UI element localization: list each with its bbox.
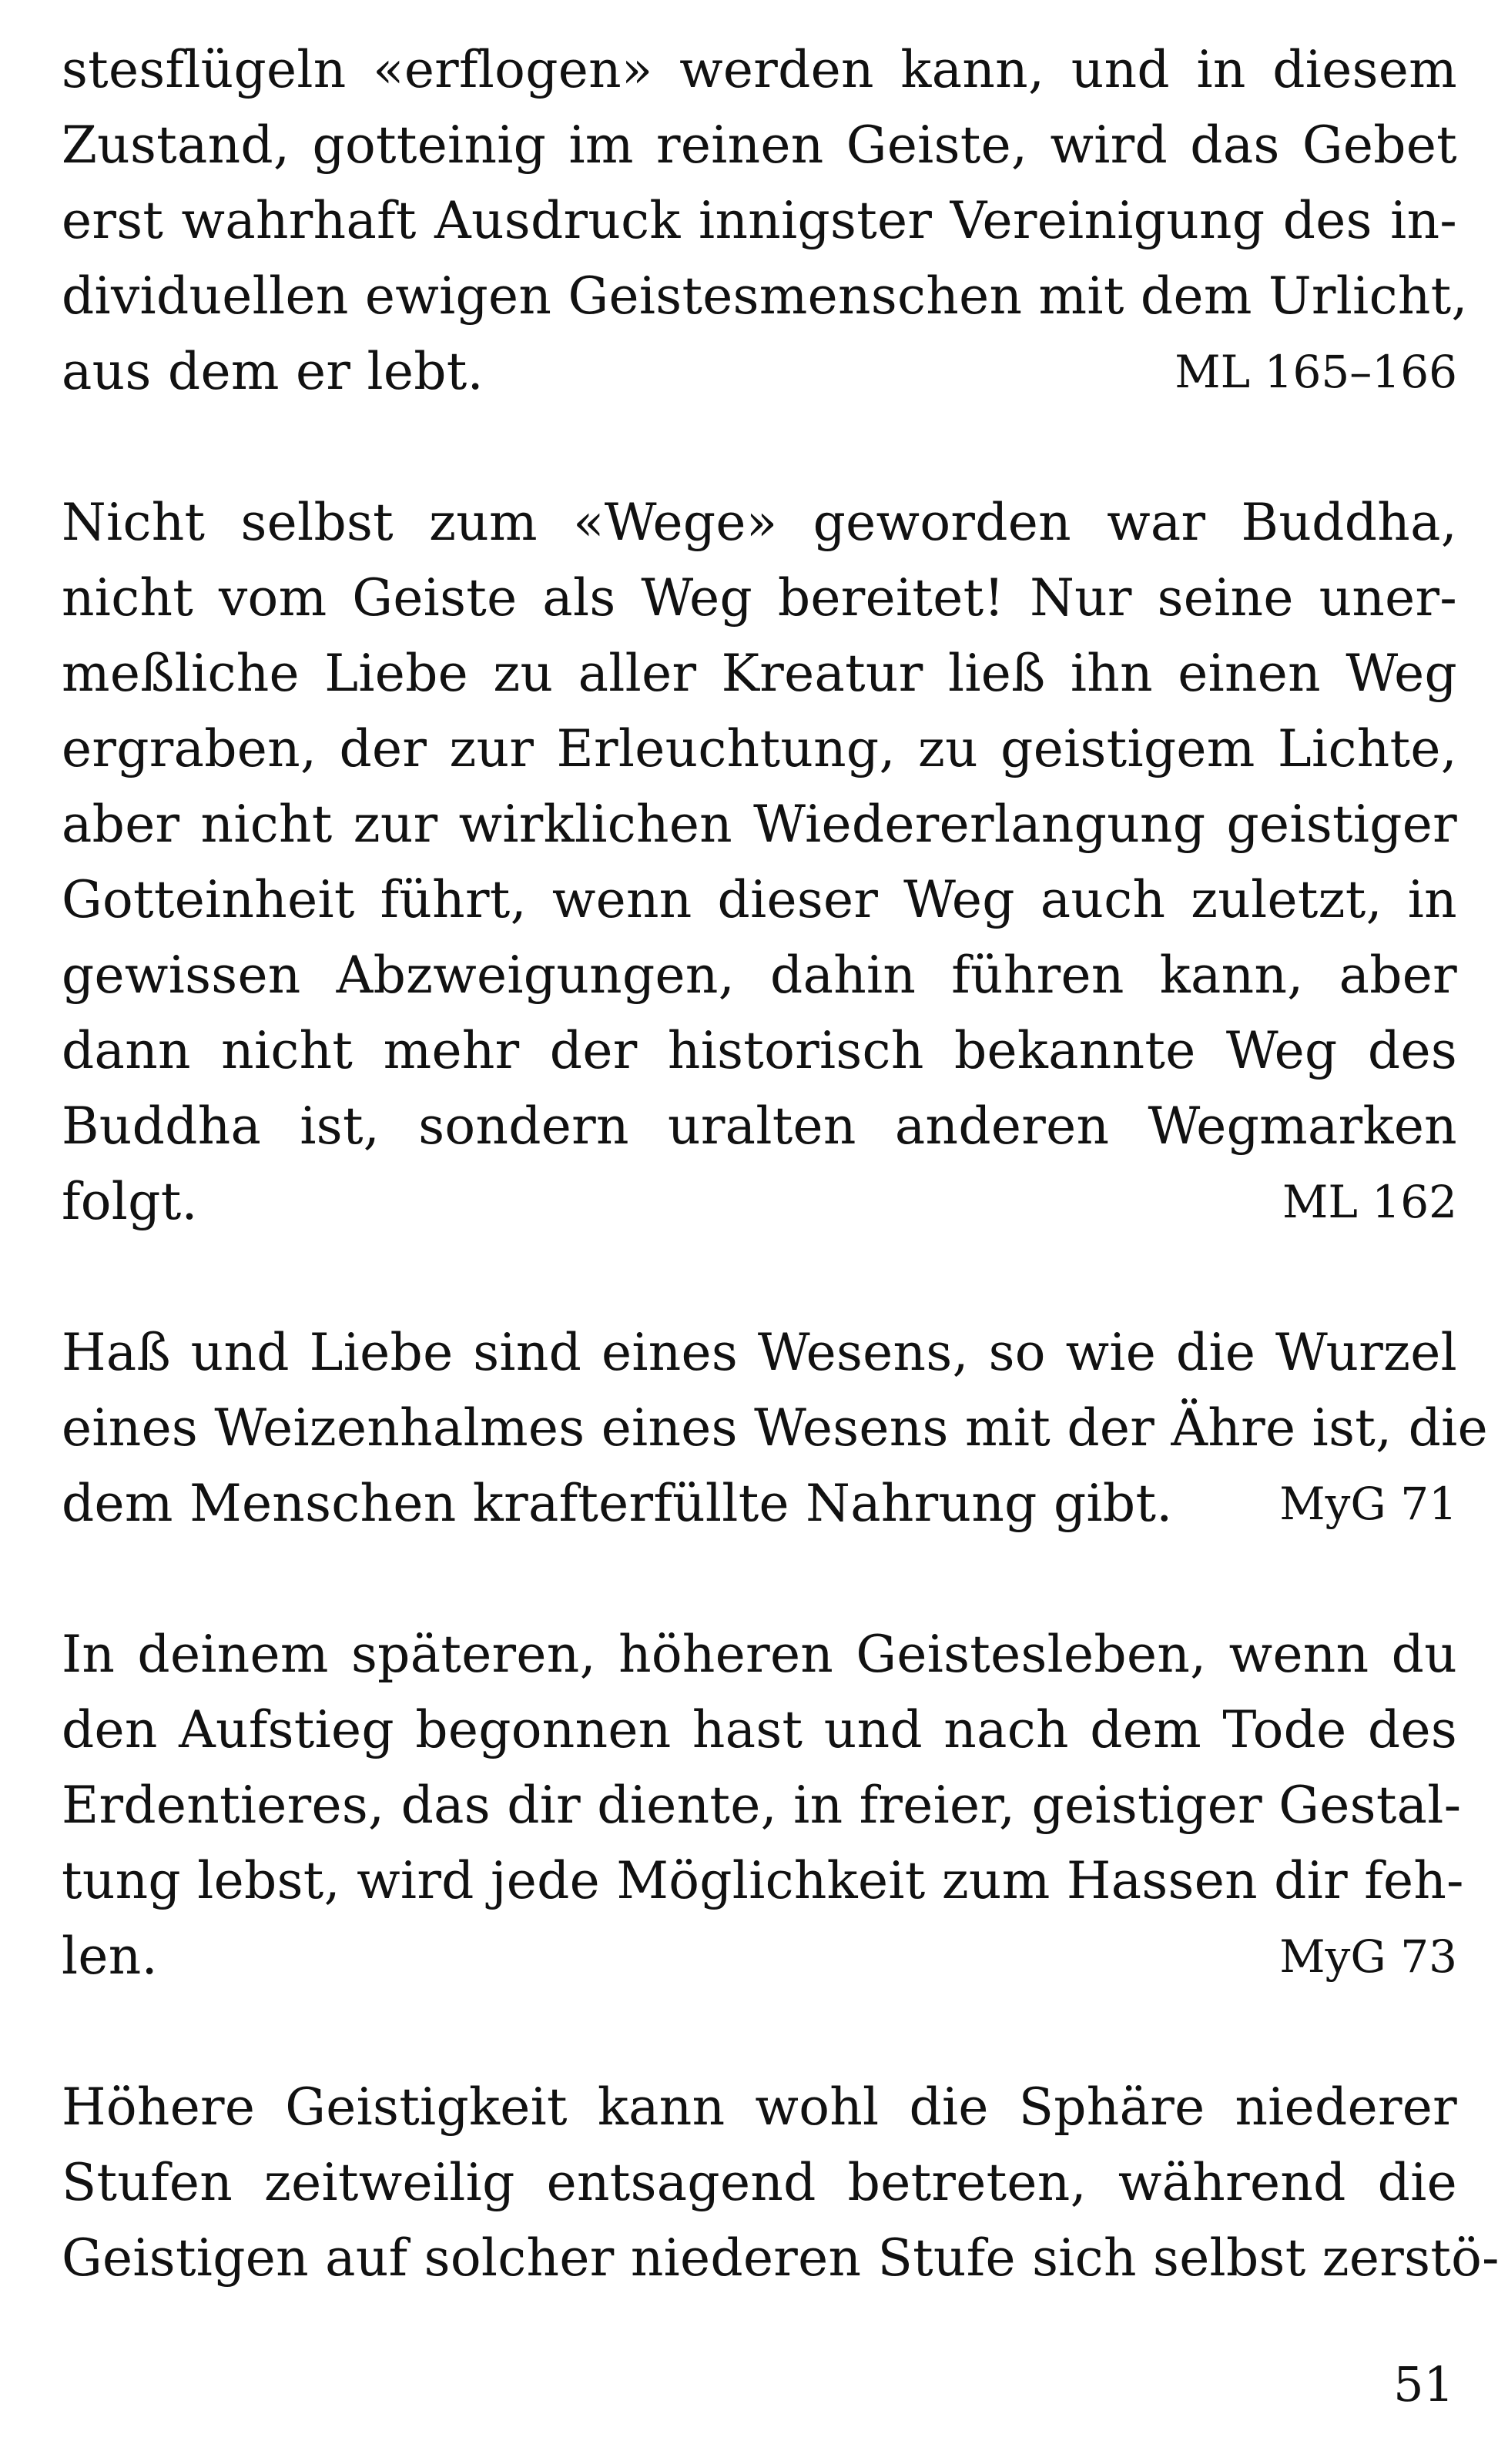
paragraph-2 — [62, 485, 1457, 1240]
text-line: nicht vom Geiste als Weg bereitet! Nur seine uner- — [62, 568, 1457, 628]
text-line: len. — [62, 1927, 158, 1986]
text-line: In deinem späteren, höheren Geistesleben, wenn du — [62, 1625, 1457, 1684]
page-number: 51 — [1393, 2356, 1454, 2412]
text-line: ergraben, der zur Erleuchtung, zu geistigem Lichte, — [62, 719, 1457, 778]
text-line-last — [62, 1919, 1457, 1994]
paragraph-4 — [62, 1617, 1464, 1994]
text-line: Nicht selbst zum «Wege» geworden war Buddha, — [62, 493, 1457, 552]
text-line-last — [62, 334, 1457, 410]
text-line: Buddha ist, sondern uralten anderen Wegmarken — [62, 1096, 1457, 1156]
source-reference: ML 162 — [1282, 1176, 1457, 1228]
text-line: meßliche Liebe zu aller Kreatur ließ ihn einen Weg — [62, 644, 1457, 703]
text-line: eines Weizenhalmes eines Wesens mit der Ähre ist, die — [62, 1398, 1488, 1458]
text-line: Gotteinheit führt, wenn dieser Weg auch zuletzt, in — [62, 870, 1457, 929]
text-line: Erdentieres, das dir diente, in freier, geistiger Gestal- — [62, 1776, 1462, 1835]
paragraph-1 — [62, 32, 1468, 410]
source-reference: MyG 71 — [1279, 1478, 1457, 1530]
text-line: Höhere Geistigkeit kann wohl die Sphäre niederer — [62, 2077, 1457, 2137]
text-line: Geistigen auf solcher niederen Stufe sich selbst zerstö- — [62, 2228, 1500, 2288]
text-line: den Aufstieg begonnen hast und nach dem Tode des — [62, 1700, 1457, 1759]
paragraph-gap — [62, 1240, 1457, 1315]
paragraph-5 — [62, 2070, 1500, 2296]
text-line: gewissen Abzweigungen, dahin führen kann, aber — [62, 946, 1457, 1005]
paragraph-3 — [62, 1315, 1488, 1542]
text-line: aber nicht zur wirklichen Wiedererlangung geistiger — [62, 795, 1457, 854]
text-line: tung lebst, wird jede Möglichkeit zum Hassen dir feh- — [62, 1851, 1464, 1910]
page-body — [62, 32, 1500, 2296]
text-line: erst wahrhaft Ausdruck innigster Vereinigung des in- — [62, 191, 1457, 250]
text-line: dem Menschen krafterfüllte Nahrung gibt. — [62, 1474, 1173, 1533]
text-line-last — [62, 1466, 1457, 1542]
text-line: folgt. — [62, 1172, 198, 1231]
text-line: Stufen zeitweilig entsagend betreten, während die — [62, 2153, 1457, 2212]
paragraph-gap — [62, 1994, 1457, 2070]
paragraph-gap — [62, 410, 1457, 485]
paragraph-gap — [62, 1542, 1457, 1617]
text-line: Haß und Liebe sind eines Wesens, so wie die Wurzel — [62, 1323, 1457, 1382]
text-line: dann nicht mehr der historisch bekannte Weg des — [62, 1021, 1457, 1080]
text-line: Zustand, gotteinig im reinen Geiste, wird das Gebet — [62, 116, 1457, 175]
text-line-last — [62, 1164, 1457, 1240]
text-line: aus dem er lebt. — [62, 342, 484, 401]
text-line: dividuellen ewigen Geistesmenschen mit dem Urlicht, — [62, 266, 1468, 326]
text-line: stesflügeln «erflogen» werden kann, und in diesem — [62, 40, 1457, 99]
source-reference: MyG 73 — [1279, 1930, 1457, 1983]
source-reference: ML 165–166 — [1175, 346, 1457, 398]
